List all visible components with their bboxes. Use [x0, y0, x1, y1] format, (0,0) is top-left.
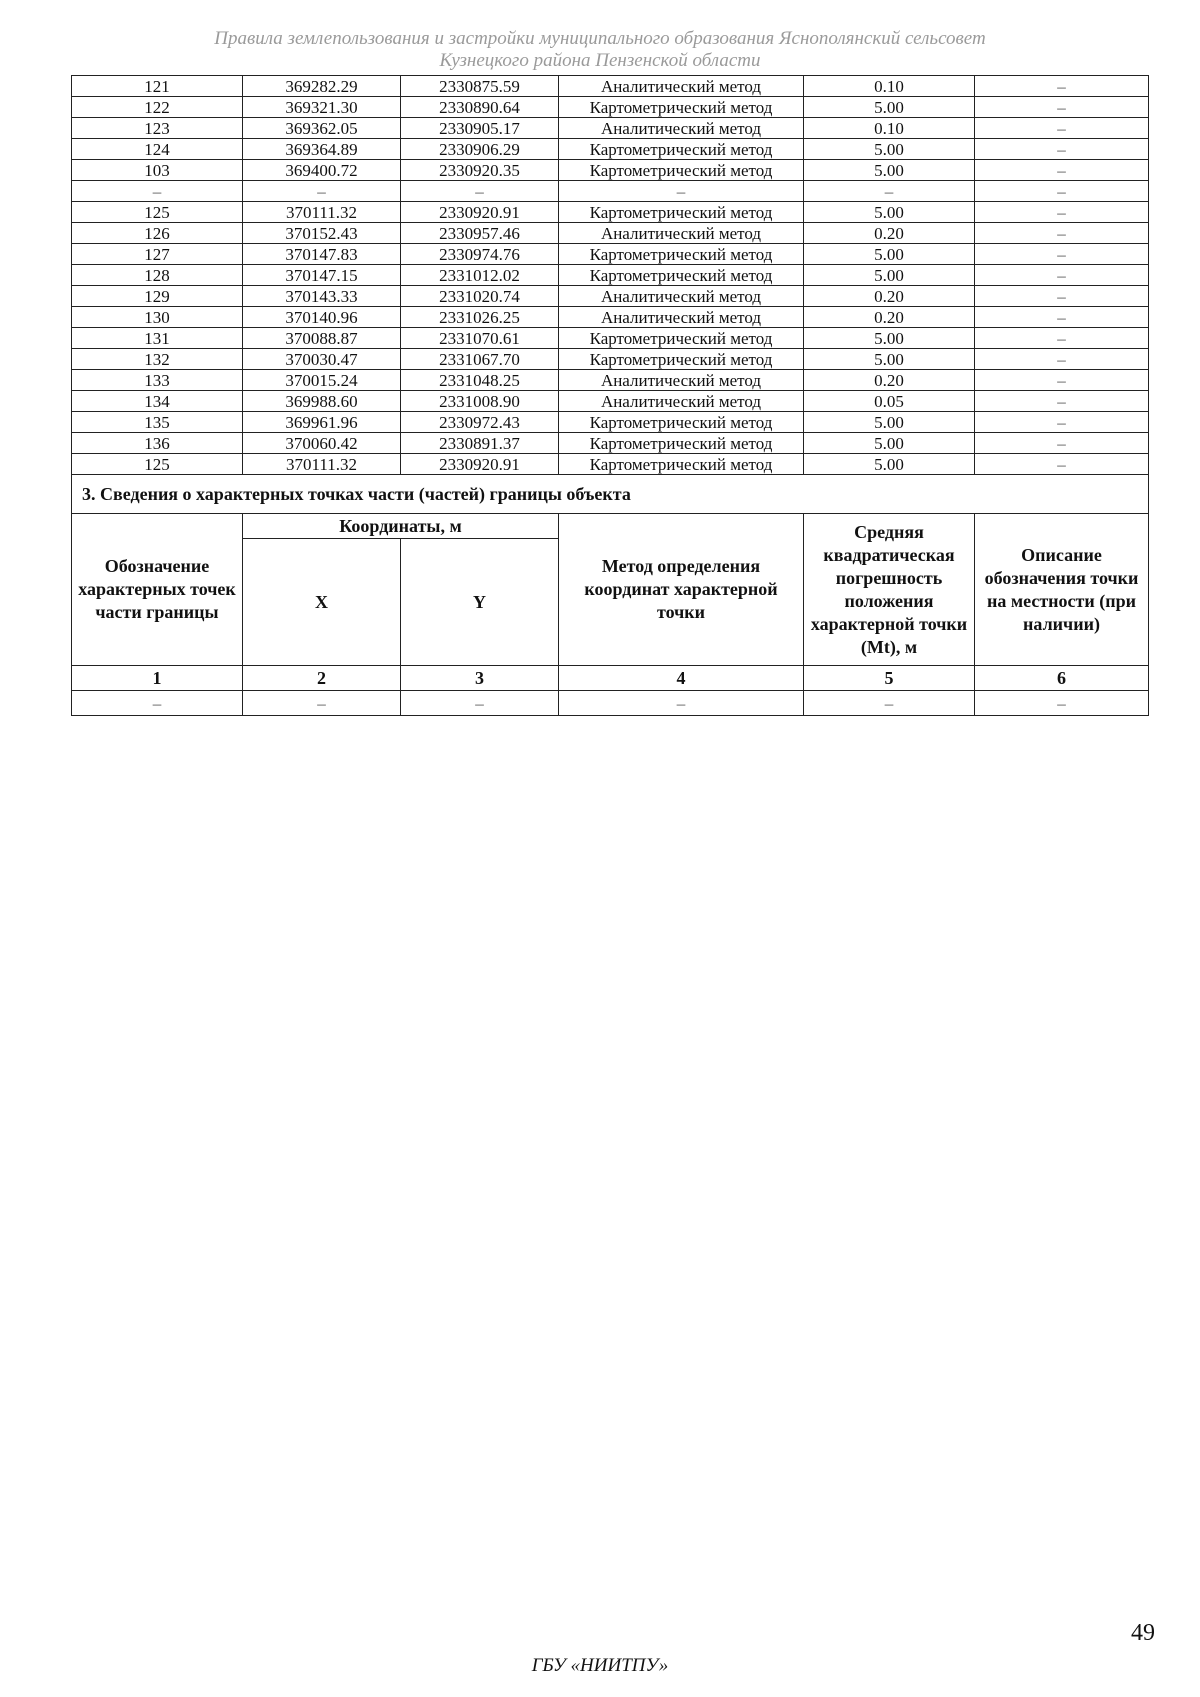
table-cell: –	[975, 223, 1149, 244]
section-3	[72, 475, 1149, 716]
page-footer: ГБУ «НИИТПУ»	[531, 1655, 669, 1676]
table-cell: –	[975, 691, 1149, 716]
table-cell: Картометрический метод	[559, 328, 804, 349]
table-cell: 133	[72, 370, 243, 391]
table-cell: 2330972.43	[401, 412, 559, 433]
table-cell: 0.20	[804, 370, 975, 391]
table-cell: –	[559, 181, 804, 202]
table-row	[72, 265, 1149, 286]
table-cell: Картометрический метод	[559, 265, 804, 286]
table-cell: 370140.96	[243, 307, 401, 328]
column-number: 3	[401, 666, 559, 691]
table-cell: 0.20	[804, 307, 975, 328]
table-cell: 124	[72, 139, 243, 160]
table-cell: 103	[72, 160, 243, 181]
table-cell: 0.10	[804, 118, 975, 139]
table-row	[72, 286, 1149, 307]
table-cell: 370147.83	[243, 244, 401, 265]
table-cell: –	[975, 412, 1149, 433]
table-cell: 125	[72, 202, 243, 223]
table-row	[72, 97, 1149, 118]
table-row	[72, 139, 1149, 160]
table-row	[72, 223, 1149, 244]
table-cell: 5.00	[804, 328, 975, 349]
table-row	[72, 76, 1149, 97]
table-cell: Аналитический метод	[559, 370, 804, 391]
page-header	[0, 28, 1200, 72]
coordinates-table	[71, 75, 1149, 716]
table-cell: 123	[72, 118, 243, 139]
table-cell: 2331070.61	[401, 328, 559, 349]
table-cell: 126	[72, 223, 243, 244]
table-cell: 127	[72, 244, 243, 265]
col-method-header: Метод определения координат характерной точки	[559, 514, 804, 666]
col-error-header-text: Средняя квадратическая погрешность положения характерной точки (Mt), м	[810, 521, 968, 657]
table-cell: 2330974.76	[401, 244, 559, 265]
table-row	[72, 433, 1149, 454]
table-cell: Аналитический метод	[559, 76, 804, 97]
section-title: 3. Сведения о характерных точках части (частей) границы объекта	[72, 475, 1149, 514]
header-line-1: Правила землепользования и застройки муниципального образования Яснополянский сельсовет	[214, 28, 986, 49]
table-cell: 370143.33	[243, 286, 401, 307]
table-cell: Картометрический метод	[559, 160, 804, 181]
table-cell: 136	[72, 433, 243, 454]
table-cell: 5.00	[804, 160, 975, 181]
table-cell: 370030.47	[243, 349, 401, 370]
table-cell: 2331020.74	[401, 286, 559, 307]
table-cell: 5.00	[804, 433, 975, 454]
table-row	[72, 412, 1149, 433]
table-cell: 369282.29	[243, 76, 401, 97]
table-cell: 2331026.25	[401, 307, 559, 328]
table-cell: Картометрический метод	[559, 97, 804, 118]
column-number: 2	[243, 666, 401, 691]
table-row	[72, 307, 1149, 328]
table-cell: 121	[72, 76, 243, 97]
table-cell: –	[975, 118, 1149, 139]
table-cell: 370111.32	[243, 202, 401, 223]
table-cell: Аналитический метод	[559, 286, 804, 307]
table-cell: 5.00	[804, 349, 975, 370]
table-cell: 135	[72, 412, 243, 433]
section-title-row	[72, 475, 1149, 514]
table-row	[72, 202, 1149, 223]
table-cell: –	[975, 181, 1149, 202]
table-cell: 0.20	[804, 223, 975, 244]
table-cell: –	[975, 160, 1149, 181]
table-cell: –	[243, 691, 401, 716]
table-cell: 0.10	[804, 76, 975, 97]
table-cell: –	[72, 691, 243, 716]
page-number: 49	[1131, 1620, 1155, 1646]
table-cell: 5.00	[804, 454, 975, 475]
col-designation-header: Обозначение характерных точек части границы	[72, 514, 243, 666]
table-row	[72, 181, 1149, 202]
table-cell: 2330891.37	[401, 433, 559, 454]
header-line-2: Кузнецкого района Пензенской области	[439, 50, 761, 71]
table-cell: –	[975, 139, 1149, 160]
table-cell: –	[975, 370, 1149, 391]
table-cell: 2331048.25	[401, 370, 559, 391]
table-cell: 369321.30	[243, 97, 401, 118]
table-cell: 5.00	[804, 97, 975, 118]
table-cell: 2330875.59	[401, 76, 559, 97]
table-cell: 131	[72, 328, 243, 349]
table-cell: Картометрический метод	[559, 433, 804, 454]
table-cell: –	[804, 691, 975, 716]
empty-data-row	[72, 691, 1149, 716]
table-cell: 0.20	[804, 286, 975, 307]
table-cell: 2330920.35	[401, 160, 559, 181]
table-cell: Аналитический метод	[559, 118, 804, 139]
col-y-header: Y	[401, 539, 559, 666]
table-cell: –	[401, 691, 559, 716]
table-cell: 2330920.91	[401, 454, 559, 475]
table-cell: 369961.96	[243, 412, 401, 433]
column-number: 1	[72, 666, 243, 691]
table-cell: 370152.43	[243, 223, 401, 244]
table-cell: –	[975, 328, 1149, 349]
header-row-1	[72, 514, 1149, 539]
table-cell: –	[804, 181, 975, 202]
table-row	[72, 244, 1149, 265]
col-coords-header: Координаты, м	[243, 514, 559, 539]
table-cell: –	[975, 391, 1149, 412]
table-cell: 369988.60	[243, 391, 401, 412]
coordinates-rows	[72, 76, 1149, 475]
table-row	[72, 160, 1149, 181]
table-cell: 2330920.91	[401, 202, 559, 223]
table-row	[72, 328, 1149, 349]
table-row	[72, 391, 1149, 412]
table-cell: 5.00	[804, 412, 975, 433]
table-cell: Аналитический метод	[559, 223, 804, 244]
table-cell: 370088.87	[243, 328, 401, 349]
table-cell: –	[975, 286, 1149, 307]
table-cell: 130	[72, 307, 243, 328]
table-cell: –	[975, 349, 1149, 370]
column-number: 5	[804, 666, 975, 691]
table-cell: 125	[72, 454, 243, 475]
table-cell: –	[975, 97, 1149, 118]
table-cell: –	[401, 181, 559, 202]
table-cell: 5.00	[804, 202, 975, 223]
table-cell: –	[975, 244, 1149, 265]
table-cell: Картометрический метод	[559, 454, 804, 475]
table-cell: 2331012.02	[401, 265, 559, 286]
table-cell: –	[975, 307, 1149, 328]
table-cell: 128	[72, 265, 243, 286]
table-cell: –	[975, 76, 1149, 97]
table-cell: 2330906.29	[401, 139, 559, 160]
table-cell: 370015.24	[243, 370, 401, 391]
table-cell: Картометрический метод	[559, 139, 804, 160]
column-number: 4	[559, 666, 804, 691]
table-cell: –	[975, 202, 1149, 223]
table-cell: –	[72, 181, 243, 202]
table-cell: –	[975, 454, 1149, 475]
table-cell: Картометрический метод	[559, 349, 804, 370]
table-cell: 2330905.17	[401, 118, 559, 139]
table-row	[72, 118, 1149, 139]
table-cell: 5.00	[804, 139, 975, 160]
table-cell: 369364.89	[243, 139, 401, 160]
table-row	[72, 349, 1149, 370]
table-cell: Аналитический метод	[559, 391, 804, 412]
table-row	[72, 454, 1149, 475]
table-cell: Аналитический метод	[559, 307, 804, 328]
table-cell: 370060.42	[243, 433, 401, 454]
table-cell: 2330957.46	[401, 223, 559, 244]
table-cell: Картометрический метод	[559, 412, 804, 433]
table-cell: 0.05	[804, 391, 975, 412]
table-cell: –	[975, 265, 1149, 286]
table-cell: 5.00	[804, 244, 975, 265]
col-error-header	[804, 514, 975, 666]
table-cell: –	[975, 433, 1149, 454]
table-cell: –	[559, 691, 804, 716]
table-cell: 2331008.90	[401, 391, 559, 412]
table-cell: 129	[72, 286, 243, 307]
table-cell: 5.00	[804, 265, 975, 286]
table-cell: Картометрический метод	[559, 244, 804, 265]
column-number: 6	[975, 666, 1149, 691]
table-row	[72, 370, 1149, 391]
table-cell: 369400.72	[243, 160, 401, 181]
table-cell: 122	[72, 97, 243, 118]
table-cell: 370111.32	[243, 454, 401, 475]
table-cell: 369362.05	[243, 118, 401, 139]
table-cell: 370147.15	[243, 265, 401, 286]
table-cell: 132	[72, 349, 243, 370]
table-cell: Картометрический метод	[559, 202, 804, 223]
table-cell: –	[243, 181, 401, 202]
column-numbers-row	[72, 666, 1149, 691]
table-cell: 2331067.70	[401, 349, 559, 370]
table-cell: 2330890.64	[401, 97, 559, 118]
col-description-header: Описание обозначения точки на местности (при наличии)	[975, 514, 1149, 666]
table-cell: 134	[72, 391, 243, 412]
col-x-header: X	[243, 539, 401, 666]
